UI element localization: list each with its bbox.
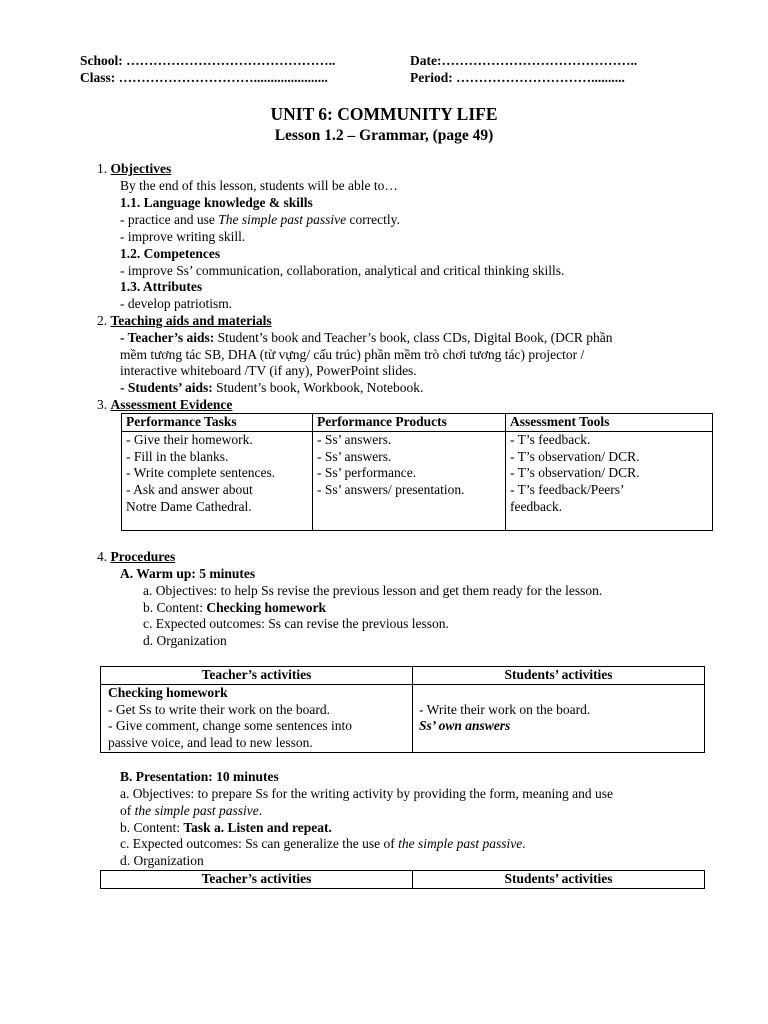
teacher-aids-line3: interactive whiteboard /TV (if any), PowerPoint slides. — [120, 363, 417, 378]
objectives-h3: 1.3. Attributes — [120, 279, 203, 294]
presentation-organization: d. Organization — [120, 853, 204, 868]
objectives-l1b: - improve writing skill. — [120, 229, 246, 244]
warmup-organization: d. Organization — [143, 633, 227, 648]
col-performance-tasks: Performance Tasks — [122, 414, 313, 432]
assessment-table-header — [122, 414, 713, 432]
period-field: Period: ………………………….......... — [410, 70, 625, 85]
warmup-content: b. Content: Checking homework — [143, 600, 327, 615]
students-aids: - Students’ aids: Student’s book, Workbook, Notebook. — [120, 380, 424, 395]
col-performance-products: Performance Products — [313, 414, 506, 432]
presentation-activities-table — [100, 870, 705, 889]
warmup-objectives: a. Objectives: to help Ss revise the previous lesson and get them ready for the lesson. — [143, 583, 603, 598]
objectives-h1: 1.1. Language knowledge & skills — [120, 195, 313, 210]
presentation-content: b. Content: Task a. Listen and repeat. — [120, 820, 332, 835]
date-field: Date:…………………………………….. — [410, 53, 638, 68]
objectives-l1a: - practice and use The simple past passive correctly. — [120, 212, 400, 227]
teacher-activities-cell: Checking homework - Get Ss to write their work on the board. - Give comment, change some sentences into passive voice, and lead to new lesson. — [101, 684, 413, 752]
assessment-table — [121, 413, 713, 531]
col-teacher-activities: Teacher’s activities — [101, 871, 413, 889]
teacher-aids-line2: mềm tương tác SB, DHA (từ vựng/ cấu trúc) phần mềm trò chơi tương tác) projector / — [120, 347, 585, 362]
table-row — [122, 431, 713, 530]
aids-heading: 2. Teaching aids and materials — [97, 313, 272, 328]
students-activities-cell: - Write their work on the board. Ss’ own answers — [413, 684, 705, 752]
warmup-activities-table — [100, 666, 705, 753]
school-field: School: ……………………………………….. — [80, 53, 336, 68]
procedures-heading: 4. Procedures — [97, 549, 176, 564]
presentation-objectives-line1: a. Objectives: to prepare Ss for the writing activity by providing the form, meaning and use — [120, 786, 614, 801]
tools-cell: - T’s feedback. - T’s observation/ DCR. - T’s observation/ DCR. - T’s feedback/Peers’ feedback. — [506, 431, 713, 530]
products-cell: - Ss’ answers. - Ss’ answers. - Ss’ performance. - Ss’ answers/ presentation. — [313, 431, 506, 530]
presentation-outcomes: c. Expected outcomes: Ss can generalize the use of the simple past passive. — [120, 836, 526, 851]
assessment-heading: 3. Assessment Evidence — [97, 397, 233, 412]
warmup-outcomes: c. Expected outcomes: Ss can revise the previous lesson. — [143, 616, 449, 631]
objectives-l3: - develop patriotism. — [120, 296, 233, 311]
page-title: UNIT 6: COMMUNITY LIFE — [270, 104, 498, 124]
objectives-heading: 1. Objectives — [97, 161, 172, 176]
warmup-heading: A. Warm up: 5 minutes — [120, 566, 256, 581]
objectives-l2: - improve Ss’ communication, collaboration, analytical and critical thinking skills. — [120, 263, 565, 278]
col-students-activities: Students’ activities — [413, 667, 705, 685]
page-subtitle: Lesson 1.2 – Grammar, (page 49) — [274, 127, 494, 144]
objectives-h2: 1.2. Competences — [120, 246, 221, 261]
presentation-table-header — [101, 871, 705, 889]
col-teacher-activities: Teacher’s activities — [101, 667, 413, 685]
teacher-aids-line1: - Teacher’s aids: Student’s book and Teacher’s book, class CDs, Digital Book, (DCR phần — [120, 330, 613, 345]
tasks-cell: - Give their homework. - Fill in the blanks. - Write complete sentences. - Ask and answer about Notre Dame Cathedral. — [122, 431, 313, 530]
presentation-heading: B. Presentation: 10 minutes — [120, 769, 279, 784]
presentation-objectives-line2: of the simple past passive. — [120, 803, 263, 818]
table-row — [101, 684, 705, 752]
warmup-table-header — [101, 667, 705, 685]
class-field: Class: …………………………...................... — [80, 70, 328, 85]
col-students-activities: Students’ activities — [413, 871, 705, 889]
col-assessment-tools: Assessment Tools — [506, 414, 713, 432]
objectives-intro: By the end of this lesson, students will be able to… — [120, 178, 398, 193]
